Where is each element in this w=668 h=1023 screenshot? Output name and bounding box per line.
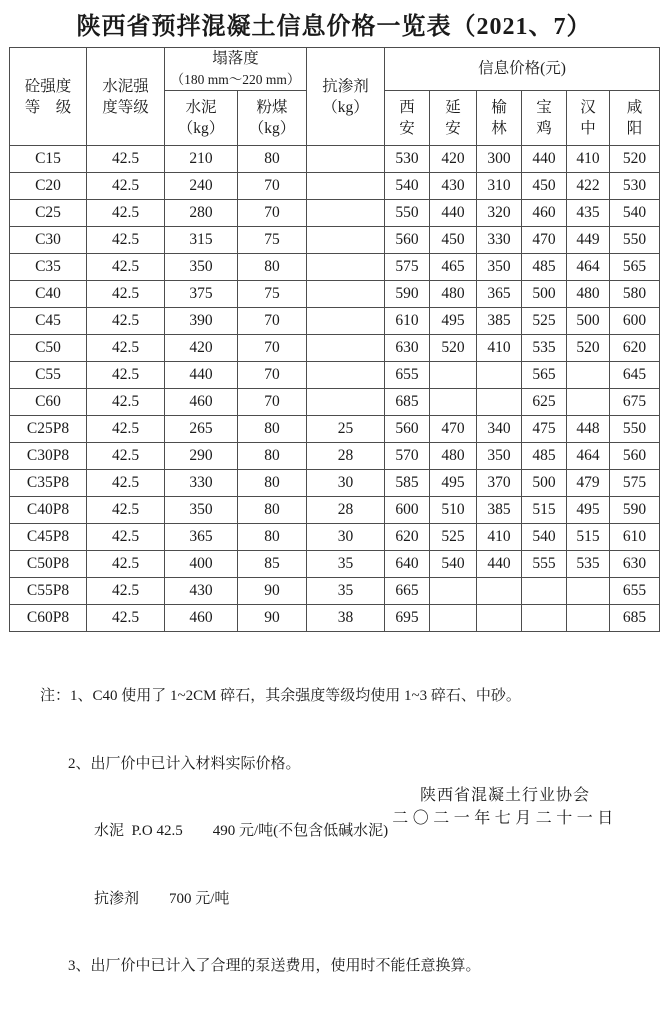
cell-price-xian: 585 [385, 470, 430, 497]
cell-fly-ash-kg: 70 [238, 200, 307, 227]
cell-price-yulin: 365 [477, 281, 522, 308]
cell-fly-ash-kg: 70 [238, 173, 307, 200]
cell-cement-grade: 42.5 [87, 281, 165, 308]
city-xian-char2: 安 [399, 120, 415, 137]
cell-price-baoji: 475 [522, 416, 567, 443]
col-header-city-yanan [430, 91, 477, 146]
col-header-cement-kg [165, 91, 238, 146]
cell-price-hanzhong: 464 [567, 443, 610, 470]
cell-anti-seep-kg [307, 173, 385, 200]
cell-price-yanan [430, 362, 477, 389]
cell-price-hanzhong: 520 [567, 335, 610, 362]
cell-price-yulin: 410 [477, 335, 522, 362]
col-header-anti-seep [307, 48, 385, 146]
cell-price-hanzhong [567, 578, 610, 605]
cell-price-hanzhong [567, 605, 610, 632]
table-row [10, 551, 660, 578]
price-table-header [10, 48, 660, 146]
cell-price-yanan: 420 [430, 146, 477, 173]
cell-cement-grade: 42.5 [87, 578, 165, 605]
cell-cement-kg: 420 [165, 335, 238, 362]
cell-price-hanzhong: 449 [567, 227, 610, 254]
page-title: 陕西省预拌混凝土信息价格一览表（2021、7） [76, 14, 592, 40]
cell-price-xian: 575 [385, 254, 430, 281]
cell-grade: C40P8 [10, 497, 87, 524]
cell-price-xianyang: 630 [610, 551, 660, 578]
col-header-city-xian [385, 91, 430, 146]
cell-cement-grade: 42.5 [87, 497, 165, 524]
city-xian-char1: 西 [399, 99, 415, 116]
table-row [10, 200, 660, 227]
cell-price-hanzhong: 464 [567, 254, 610, 281]
col-header-anti-seep-line2: （kg） [322, 98, 369, 116]
cell-price-yanan [430, 389, 477, 416]
cell-fly-ash-kg: 75 [238, 227, 307, 254]
cell-fly-ash-kg: 80 [238, 254, 307, 281]
cell-price-xian: 540 [385, 173, 430, 200]
cell-price-xian: 550 [385, 200, 430, 227]
cell-grade: C60 [10, 389, 87, 416]
cell-price-baoji: 440 [522, 146, 567, 173]
cell-price-yanan: 465 [430, 254, 477, 281]
cell-cement-kg: 265 [165, 416, 238, 443]
cell-price-yanan: 525 [430, 524, 477, 551]
cell-price-xianyang: 550 [610, 227, 660, 254]
cell-price-baoji [522, 578, 567, 605]
table-row [10, 335, 660, 362]
cell-cement-kg: 315 [165, 227, 238, 254]
cell-price-baoji: 625 [522, 389, 567, 416]
issue-date: 二〇二一年七月二十一日 [392, 810, 618, 827]
cell-grade: C45P8 [10, 524, 87, 551]
col-header-slump-group [165, 48, 307, 91]
cell-anti-seep-kg: 35 [307, 551, 385, 578]
notes-block [0, 640, 668, 1023]
cell-fly-ash-kg: 70 [238, 389, 307, 416]
col-header-fly-ash [238, 91, 307, 146]
cell-cement-grade: 42.5 [87, 254, 165, 281]
cell-anti-seep-kg [307, 362, 385, 389]
cell-price-xian: 610 [385, 308, 430, 335]
cell-price-yulin: 320 [477, 200, 522, 227]
cell-anti-seep-kg: 38 [307, 605, 385, 632]
cell-price-xianyang: 685 [610, 605, 660, 632]
cell-price-xianyang: 520 [610, 146, 660, 173]
cell-grade: C30P8 [10, 443, 87, 470]
col-header-fly-ash-line1: 粉煤 [256, 99, 288, 116]
cell-price-xianyang: 620 [610, 335, 660, 362]
col-header-cement-kg-line2: （kg） [177, 120, 225, 137]
cell-cement-grade: 42.5 [87, 416, 165, 443]
cell-price-baoji: 565 [522, 362, 567, 389]
cell-price-hanzhong: 448 [567, 416, 610, 443]
col-header-price-group: 信息价格(元) [385, 48, 660, 91]
cell-grade: C35 [10, 254, 87, 281]
cell-price-xianyang: 645 [610, 362, 660, 389]
col-header-slump-line1: 塌落度 [212, 50, 259, 67]
cell-cement-grade: 42.5 [87, 362, 165, 389]
cell-price-hanzhong: 480 [567, 281, 610, 308]
cell-price-yulin [477, 605, 522, 632]
table-row [10, 254, 660, 281]
cell-price-yanan: 540 [430, 551, 477, 578]
cell-grade: C55 [10, 362, 87, 389]
table-row [10, 497, 660, 524]
cell-anti-seep-kg: 35 [307, 578, 385, 605]
cell-price-baoji: 485 [522, 443, 567, 470]
price-table [9, 47, 660, 632]
cell-price-baoji: 450 [522, 173, 567, 200]
cell-cement-kg: 440 [165, 362, 238, 389]
cell-price-yanan: 450 [430, 227, 477, 254]
cell-price-yulin: 300 [477, 146, 522, 173]
cell-price-xian: 685 [385, 389, 430, 416]
cell-cement-grade: 42.5 [87, 227, 165, 254]
cell-price-yanan: 470 [430, 416, 477, 443]
cell-price-yulin: 350 [477, 254, 522, 281]
cell-grade: C45 [10, 308, 87, 335]
cell-price-yanan: 510 [430, 497, 477, 524]
table-row [10, 578, 660, 605]
cell-price-hanzhong: 495 [567, 497, 610, 524]
note-line: 2、出厂价中已计入材料实际价格。 [68, 755, 301, 772]
cell-cement-grade: 42.5 [87, 308, 165, 335]
cell-fly-ash-kg: 90 [238, 578, 307, 605]
cell-cement-grade: 42.5 [87, 605, 165, 632]
col-header-grade-line1: 砼强度 [24, 77, 72, 95]
cell-price-hanzhong [567, 389, 610, 416]
table-row [10, 308, 660, 335]
cell-price-yanan: 480 [430, 281, 477, 308]
cell-cement-kg: 240 [165, 173, 238, 200]
cell-price-baoji: 515 [522, 497, 567, 524]
cell-price-yulin: 410 [477, 524, 522, 551]
cell-price-xianyang: 610 [610, 524, 660, 551]
city-baoji-char2: 鸡 [536, 120, 552, 137]
table-row [10, 173, 660, 200]
table-row [10, 416, 660, 443]
cell-cement-grade: 42.5 [87, 443, 165, 470]
cell-cement-kg: 375 [165, 281, 238, 308]
cell-cement-kg: 280 [165, 200, 238, 227]
table-row [10, 524, 660, 551]
cell-price-yanan: 520 [430, 335, 477, 362]
cell-price-yanan: 495 [430, 308, 477, 335]
cell-price-xianyang: 575 [610, 470, 660, 497]
cell-grade: C55P8 [10, 578, 87, 605]
cell-price-hanzhong: 422 [567, 173, 610, 200]
cell-price-yanan: 480 [430, 443, 477, 470]
cell-fly-ash-kg: 70 [238, 362, 307, 389]
cell-anti-seep-kg [307, 281, 385, 308]
cell-grade: C30 [10, 227, 87, 254]
cell-cement-grade: 42.5 [87, 173, 165, 200]
cell-fly-ash-kg: 80 [238, 497, 307, 524]
cell-price-baoji [522, 605, 567, 632]
cell-price-baoji: 535 [522, 335, 567, 362]
cell-anti-seep-kg [307, 335, 385, 362]
signature-block [385, 784, 625, 830]
table-row [10, 146, 660, 173]
cell-price-xian: 630 [385, 335, 430, 362]
cell-cement-kg: 210 [165, 146, 238, 173]
col-header-city-yulin [477, 91, 522, 146]
cell-fly-ash-kg: 80 [238, 443, 307, 470]
table-row [10, 389, 660, 416]
cell-price-baoji: 555 [522, 551, 567, 578]
cell-price-hanzhong: 479 [567, 470, 610, 497]
cell-price-baoji: 500 [522, 281, 567, 308]
cell-anti-seep-kg [307, 308, 385, 335]
table-row [10, 605, 660, 632]
cell-cement-grade: 42.5 [87, 524, 165, 551]
cell-price-baoji: 470 [522, 227, 567, 254]
cell-price-xian: 530 [385, 146, 430, 173]
cell-price-xian: 620 [385, 524, 430, 551]
cell-price-hanzhong: 535 [567, 551, 610, 578]
cell-price-hanzhong: 515 [567, 524, 610, 551]
cell-cement-kg: 350 [165, 497, 238, 524]
cell-price-yanan [430, 578, 477, 605]
cell-fly-ash-kg: 70 [238, 335, 307, 362]
cell-cement-grade: 42.5 [87, 335, 165, 362]
cell-price-xian: 640 [385, 551, 430, 578]
cell-anti-seep-kg [307, 254, 385, 281]
cell-fly-ash-kg: 70 [238, 308, 307, 335]
cell-price-yanan: 440 [430, 200, 477, 227]
cell-cement-kg: 290 [165, 443, 238, 470]
cell-price-xianyang: 565 [610, 254, 660, 281]
cell-fly-ash-kg: 80 [238, 146, 307, 173]
cell-price-xianyang: 560 [610, 443, 660, 470]
cell-grade: C25 [10, 200, 87, 227]
cell-price-yulin: 370 [477, 470, 522, 497]
city-hanzhong-char2: 中 [580, 120, 596, 137]
cell-price-xian: 600 [385, 497, 430, 524]
cell-cement-kg: 365 [165, 524, 238, 551]
cell-fly-ash-kg: 75 [238, 281, 307, 308]
cell-fly-ash-kg: 80 [238, 416, 307, 443]
cell-price-xian: 695 [385, 605, 430, 632]
table-row [10, 470, 660, 497]
table-row [10, 443, 660, 470]
cell-price-xianyang: 580 [610, 281, 660, 308]
city-baoji-char1: 宝 [536, 99, 552, 116]
cell-price-hanzhong: 435 [567, 200, 610, 227]
col-header-grade [10, 48, 87, 146]
cell-anti-seep-kg: 25 [307, 416, 385, 443]
cell-price-baoji: 500 [522, 470, 567, 497]
city-yanan-char2: 安 [445, 120, 461, 137]
cell-price-yulin: 385 [477, 497, 522, 524]
cell-anti-seep-kg [307, 227, 385, 254]
cell-cement-kg: 460 [165, 605, 238, 632]
cell-cement-grade: 42.5 [87, 200, 165, 227]
col-header-cement-grade-line1: 水泥强 [102, 77, 149, 95]
cell-price-yulin: 350 [477, 443, 522, 470]
col-header-city-hanzhong [567, 91, 610, 146]
cell-price-yulin [477, 362, 522, 389]
cell-cement-grade: 42.5 [87, 389, 165, 416]
city-yanan-char1: 延 [445, 99, 461, 116]
cell-cement-grade: 42.5 [87, 470, 165, 497]
cell-grade: C25P8 [10, 416, 87, 443]
cell-fly-ash-kg: 85 [238, 551, 307, 578]
cell-grade: C20 [10, 173, 87, 200]
cell-cement-kg: 350 [165, 254, 238, 281]
cell-price-yulin [477, 389, 522, 416]
col-header-cement-grade-line2: 度等级 [102, 98, 149, 116]
cell-fly-ash-kg: 80 [238, 524, 307, 551]
cell-price-baoji: 460 [522, 200, 567, 227]
cell-price-yulin: 330 [477, 227, 522, 254]
cell-price-baoji: 485 [522, 254, 567, 281]
cell-anti-seep-kg [307, 389, 385, 416]
cell-price-hanzhong: 410 [567, 146, 610, 173]
cell-cement-kg: 460 [165, 389, 238, 416]
cell-price-xianyang: 675 [610, 389, 660, 416]
cell-anti-seep-kg: 28 [307, 443, 385, 470]
cell-price-xianyang: 600 [610, 308, 660, 335]
city-yulin-char1: 榆 [491, 99, 507, 116]
city-yulin-char2: 林 [491, 120, 507, 137]
cell-price-yanan: 495 [430, 470, 477, 497]
cell-cement-kg: 390 [165, 308, 238, 335]
cell-price-baoji: 540 [522, 524, 567, 551]
cell-price-hanzhong [567, 362, 610, 389]
table-row [10, 281, 660, 308]
cell-price-yanan: 430 [430, 173, 477, 200]
cell-price-baoji: 525 [522, 308, 567, 335]
col-header-anti-seep-line1: 抗渗剂 [322, 77, 369, 95]
cell-price-xianyang: 550 [610, 416, 660, 443]
note-line: 水泥 P.O 42.5 490 元/吨(不包含低碱水泥) [94, 823, 389, 839]
cell-anti-seep-kg [307, 200, 385, 227]
cell-anti-seep-kg: 30 [307, 470, 385, 497]
cell-price-xianyang: 540 [610, 200, 660, 227]
cell-cement-kg: 400 [165, 551, 238, 578]
cell-price-xian: 590 [385, 281, 430, 308]
col-header-cement-kg-line1: 水泥 [185, 99, 217, 116]
cell-cement-grade: 42.5 [87, 551, 165, 578]
cell-price-xianyang: 530 [610, 173, 660, 200]
cell-anti-seep-kg: 28 [307, 497, 385, 524]
cell-price-yulin: 310 [477, 173, 522, 200]
cell-price-xian: 570 [385, 443, 430, 470]
cell-price-yulin: 340 [477, 416, 522, 443]
col-header-cement-grade [87, 48, 165, 146]
document-page [0, 6, 668, 974]
cell-fly-ash-kg: 80 [238, 470, 307, 497]
cell-price-hanzhong: 500 [567, 308, 610, 335]
cell-anti-seep-kg [307, 146, 385, 173]
cell-cement-kg: 430 [165, 578, 238, 605]
cell-fly-ash-kg: 90 [238, 605, 307, 632]
col-header-city-xianyang [610, 91, 660, 146]
cell-price-yulin: 440 [477, 551, 522, 578]
col-header-slump-line2: （180 mm～220 mm） [170, 72, 301, 87]
city-xianyang-char2: 阳 [626, 120, 643, 137]
cell-price-xian: 655 [385, 362, 430, 389]
cell-anti-seep-kg: 30 [307, 524, 385, 551]
cell-grade: C35P8 [10, 470, 87, 497]
cell-grade: C40 [10, 281, 87, 308]
table-row [10, 227, 660, 254]
col-header-grade-line2: 等 级 [24, 98, 72, 116]
issuing-organization: 陕西省混凝土行业协会 [419, 787, 590, 804]
note-line: 3、出厂价中已计入了合理的泵送费用，使用时不能任意换算。 [68, 958, 481, 974]
cell-grade: C15 [10, 146, 87, 173]
col-header-fly-ash-line2: （kg） [248, 120, 296, 137]
cell-price-yulin [477, 578, 522, 605]
cell-price-yanan [430, 605, 477, 632]
note-line: 注：1、C40 使用了 1~2CM 碎石，其余强度等级均使用 1~3 碎石、中砂。 [40, 688, 521, 704]
price-table-body [10, 146, 660, 632]
city-hanzhong-char1: 汉 [580, 99, 596, 116]
note-line: 抗渗剂 700 元/吨 [94, 890, 230, 907]
col-header-city-baoji [522, 91, 567, 146]
cell-price-xian: 560 [385, 416, 430, 443]
cell-grade: C60P8 [10, 605, 87, 632]
cell-cement-grade: 42.5 [87, 146, 165, 173]
table-row [10, 362, 660, 389]
cell-price-xianyang: 590 [610, 497, 660, 524]
cell-price-xian: 665 [385, 578, 430, 605]
cell-price-xianyang: 655 [610, 578, 660, 605]
cell-price-yulin: 385 [477, 308, 522, 335]
cell-grade: C50P8 [10, 551, 87, 578]
cell-grade: C50 [10, 335, 87, 362]
cell-price-xian: 560 [385, 227, 430, 254]
city-xianyang-char1: 咸 [626, 99, 643, 116]
cell-cement-kg: 330 [165, 470, 238, 497]
